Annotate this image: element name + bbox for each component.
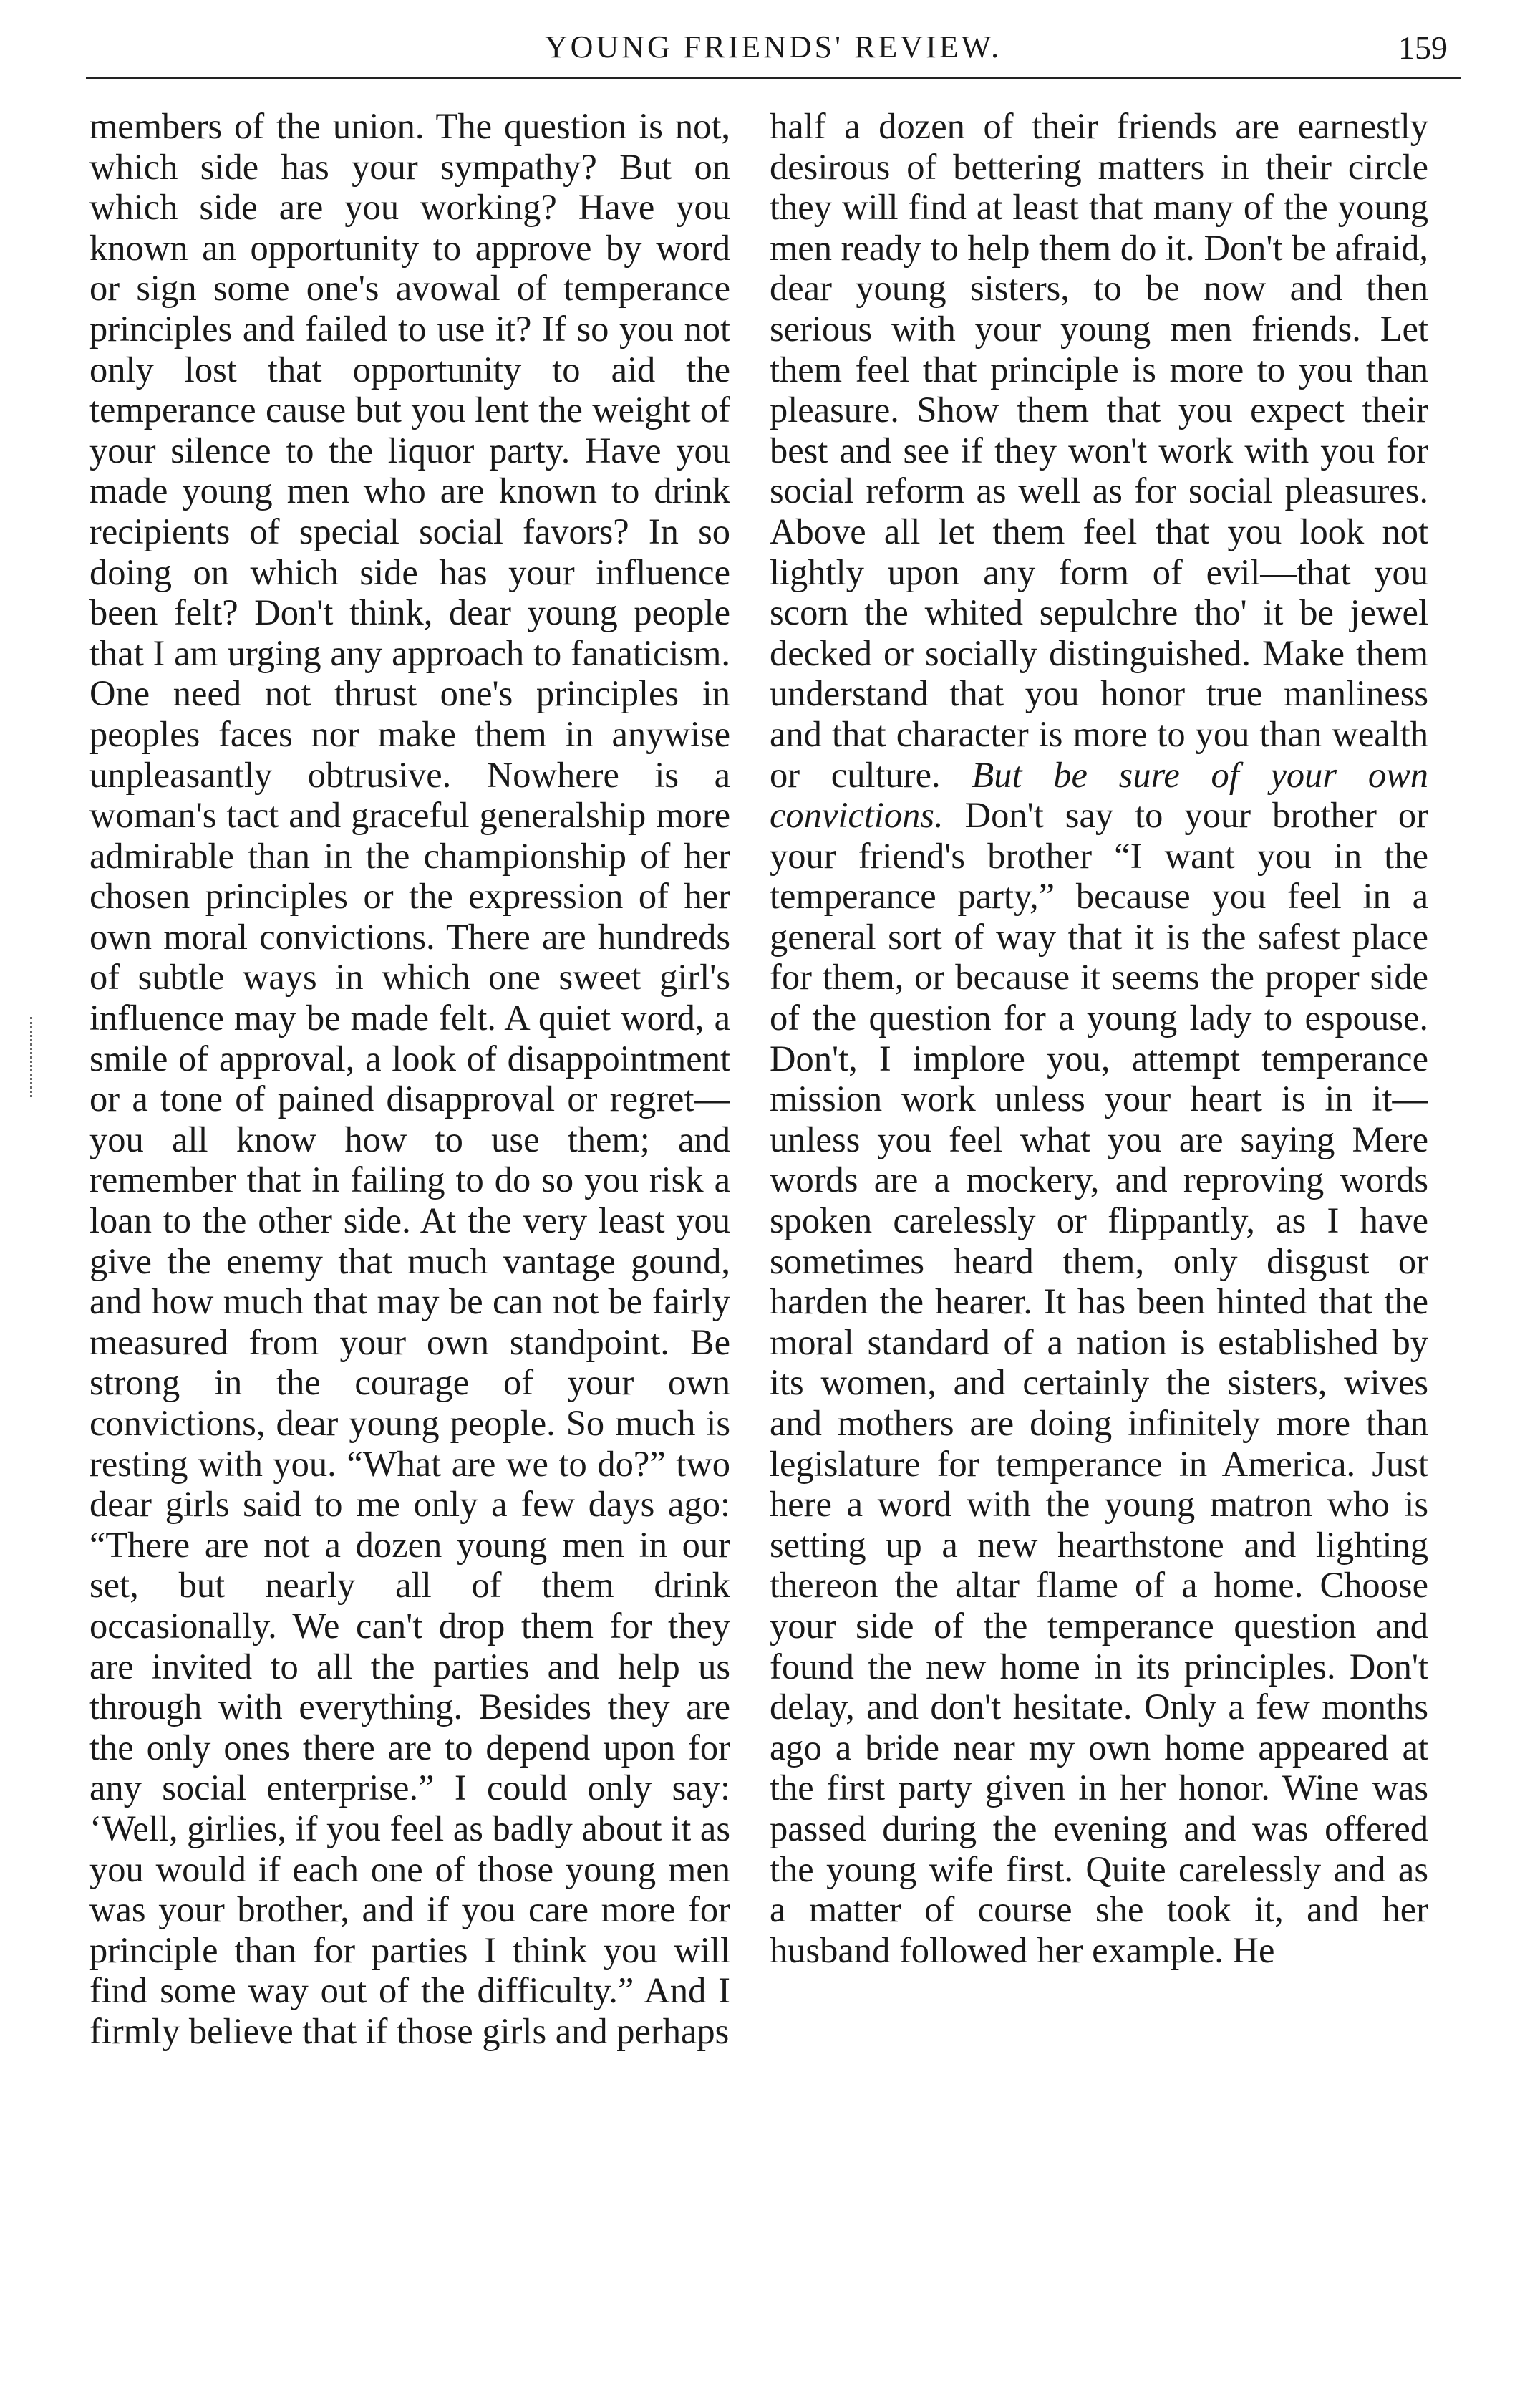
page-header bbox=[86, 29, 1461, 73]
page-number: 159 bbox=[1398, 29, 1448, 66]
right-column-text-2: Don't say to your brother or your friend's brother “I want you in the temperance party,” because you feel in a general sort of way that it is the safest place for them, or because it seems the proper side of the question for a young lady to espouse. Don't, I implore you, attempt temperance mission work unless your heart is in it—unless you feel what you are saying Mere words are a mockery, and reproving words spoken carelessly or flippantly, as I have sometimes heard them, only disgust or harden the hearer. It has been hinted that the moral standard of a nation is established by its women, and certainly the sisters, wives and mothers are doing infinitely more than legislature for temperance in America. Just here a word with the young matron who is setting up a new hearthstone and lighting thereon the altar flame of a home. Choose your side of the temperance question and found the new home in its principles. Don't delay, and don't hesitate. Only a few months ago a bride near my own home appeared at the first party given in her honor. Wine was passed during the evening and was offered the young wife first. Quite carelessly and as a matter of course she took it, and her husband followed her example. He bbox=[770, 795, 1428, 1970]
running-title: YOUNG FRIENDS' REVIEW. bbox=[544, 29, 1002, 64]
left-column-text: members of the union. The question is not, which side has your sympathy? But on which side are you working? Have you known an opportunity to approve by word or sign some one's avowal of temperance principles and failed to use it? If so you not only lost that opportunity to aid the temperance cause but you lent the weight of your silence to the liquor party. Have you made young men who are known to drink recipients of special social favors? In so doing on which side has your influence been felt? Don't think, dear young people that I am urging any approach to fanaticism. One need not thrust one's principles in peoples faces nor make them in anywise unpleasantly obtrusive. Nowhere is a woman's tact and graceful generalship more admirable than in the championship of her chosen principles or the expression of her own moral convictions. There are hundreds of subtle ways in which one sweet girl's influence may be made felt. A quiet word, a smile of approval, a look of disappointment or a tone of pained disapproval or regret—you all know how to use them; and remember that in failing to do so you risk a loan to the other side. At the very least you give the enemy that much vantage gound, and how much that may be can not be fairly measured from your own standpoint. Be strong in the courage of your own convictions, dear young people. So much is resting with you. “What are we to do?” two dear girls said to me only a few days ago: “There are not a dozen young men in our set, but nearly all of them drink occasionally. We can't drop them for they are invited to all the parties and help us through with everything. Besides they are the only ones there are to depend upon for any social enterprise.” I could only say: ‘Well, girlies, if you feel as badly about it as you would if each one of those young men was your brother, and if you care more for principle than for parties I think you will find some way out of the difficulty.” And I firmly believe that if those girls and perhaps bbox=[89, 106, 730, 2051]
left-column bbox=[89, 106, 730, 2355]
right-column-paragraph bbox=[770, 106, 1428, 1970]
margin-mark bbox=[30, 1017, 32, 1097]
right-column-text-1: half a dozen of their friends are earnestly desirous of bettering matters in their circle they will find at least that many of the young men ready to help them do it. Don't be afraid, dear young sisters, to be now and then serious with your young men friends. Let them feel that principle is more to you than pleasure. Show them that you expect their best and see if they won't work with you for social reform as well as for social pleasures. Above all let them feel that you look not lightly upon any form of evil—that you scorn the whited sepulchre tho' it be jewel decked or socially distinguished. Make them understand that you honor true manliness and that character is more to you than wealth or culture. bbox=[770, 106, 1428, 795]
right-column-italic-text: But be sure of your own convictions. bbox=[770, 754, 1428, 836]
right-column bbox=[770, 106, 1428, 2355]
header-rule bbox=[86, 77, 1461, 79]
